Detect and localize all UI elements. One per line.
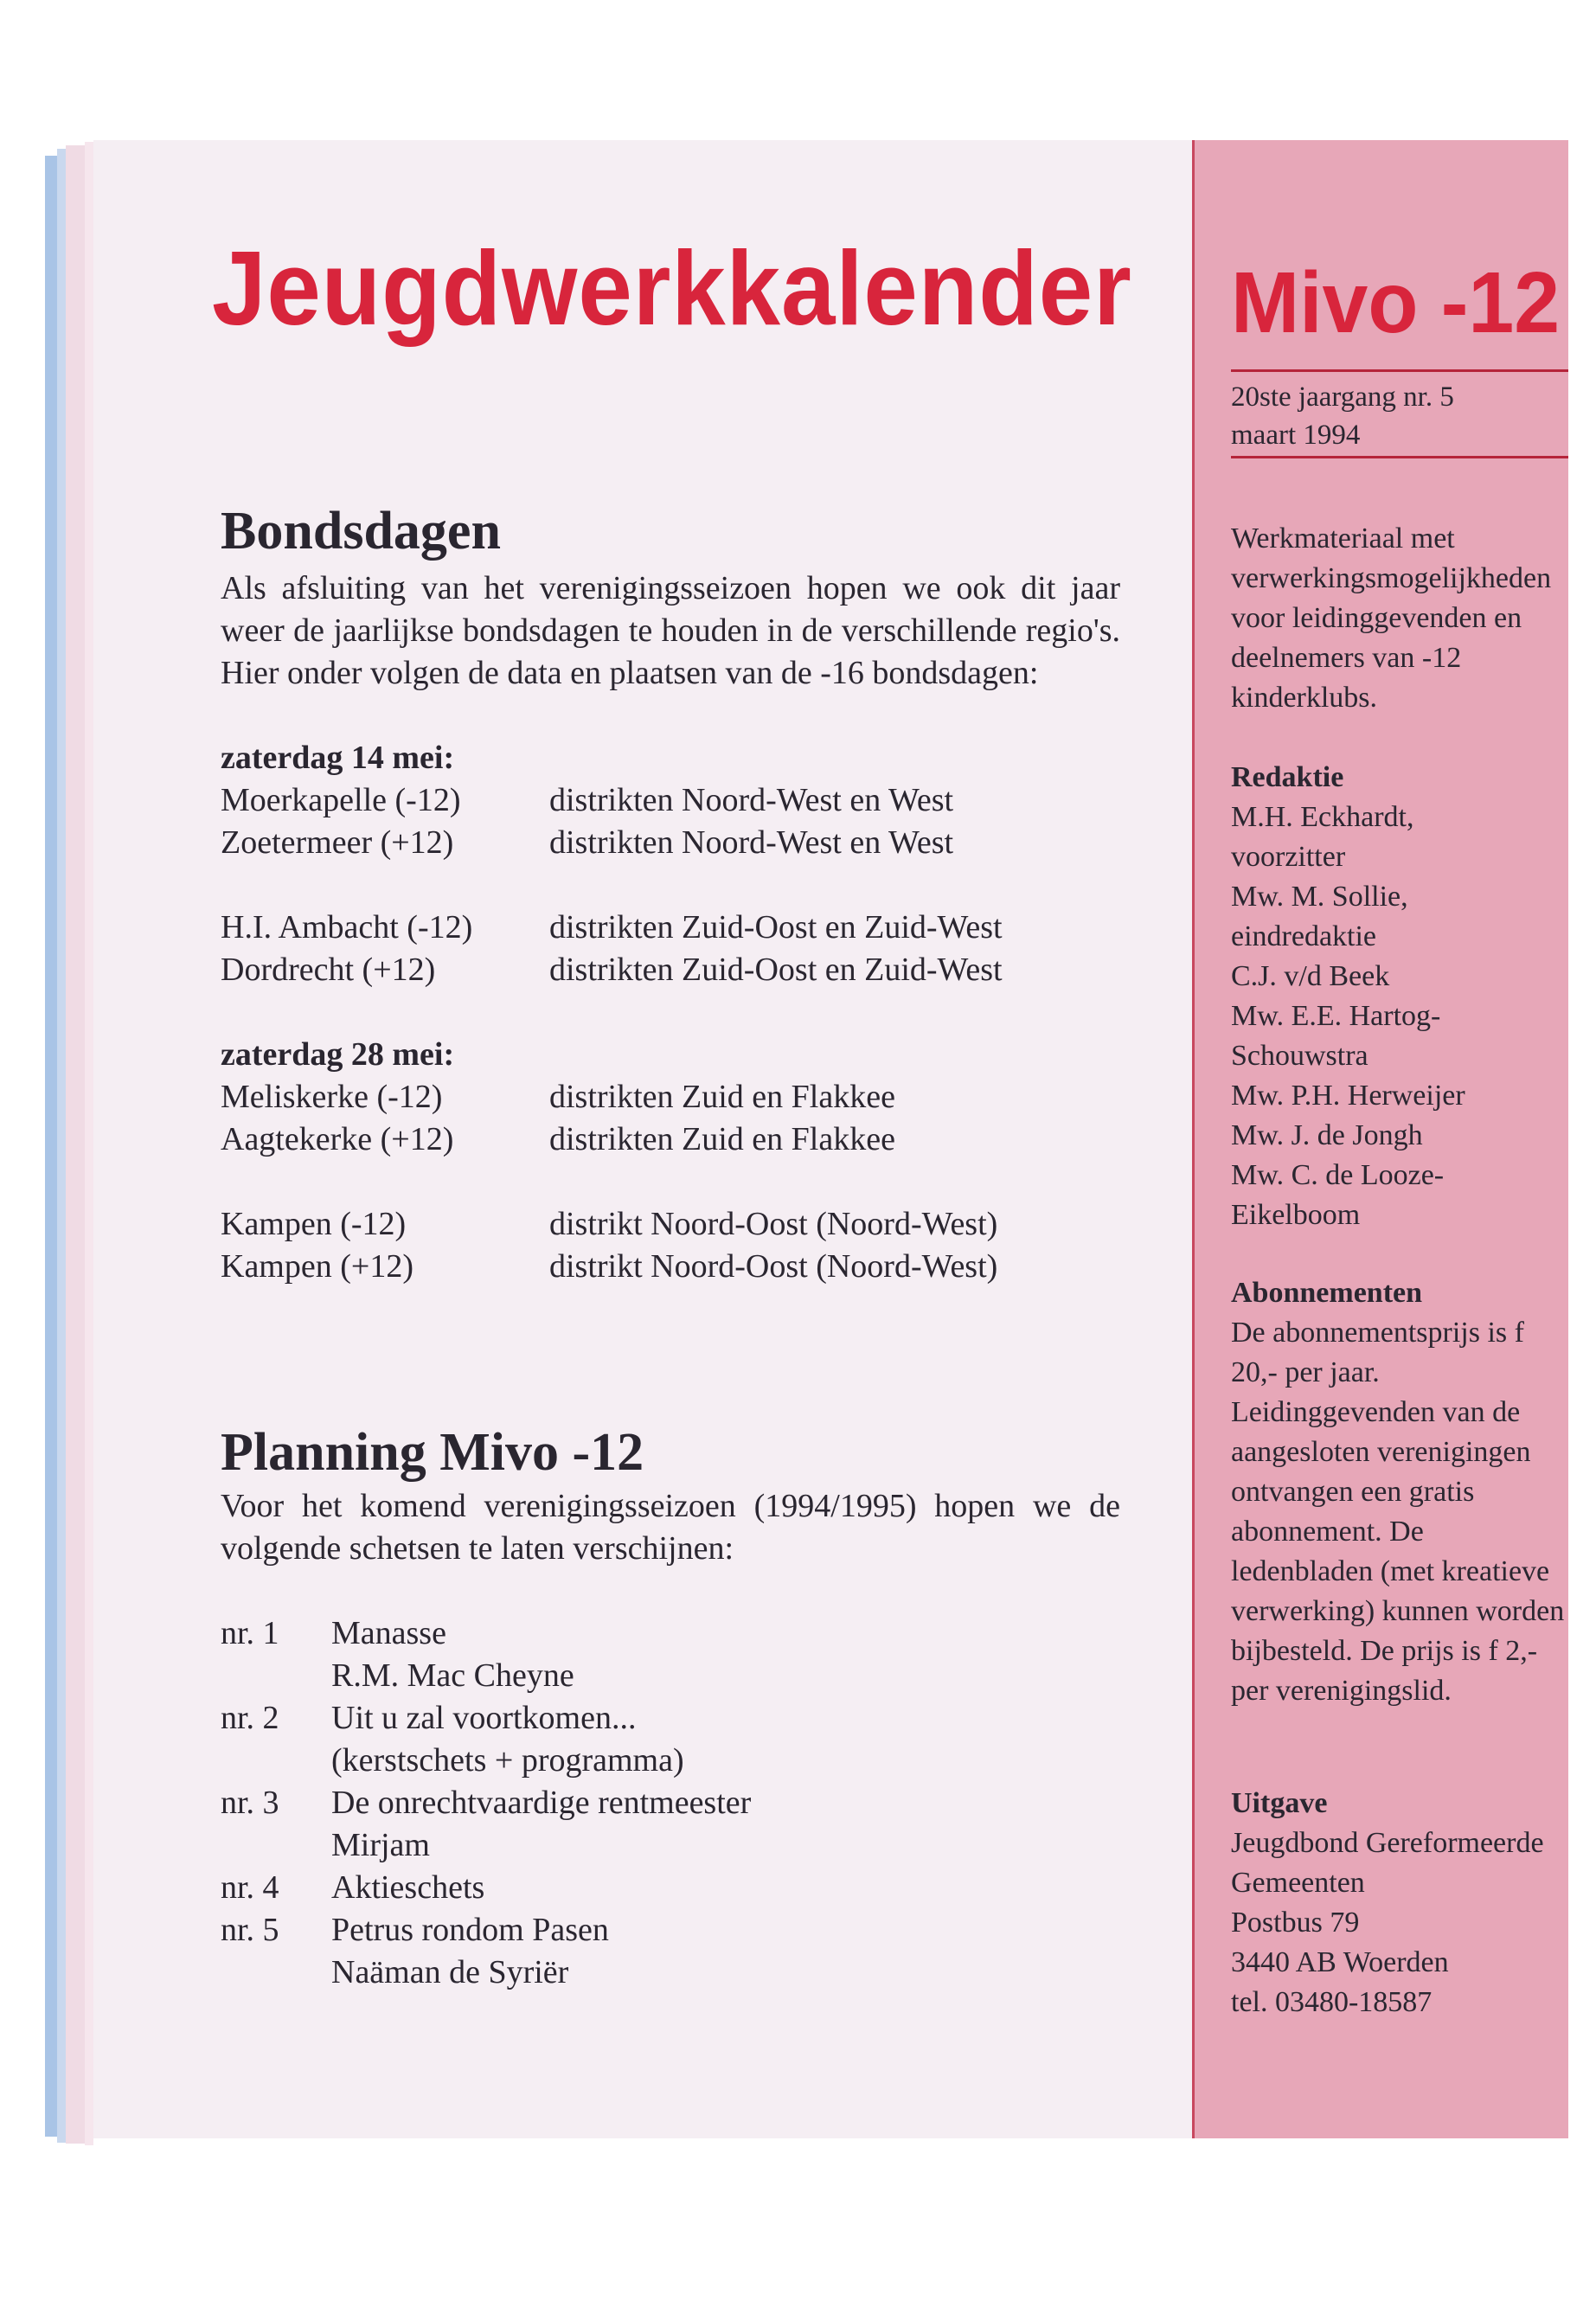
planning-item-title: De onrechtvaardige rentmeester: [331, 1785, 752, 1822]
schedule-row: [221, 949, 1120, 991]
planning-item-title: Aktieschets: [331, 1869, 485, 1907]
schedule-gap: [221, 991, 1120, 1034]
planning-list: [221, 1612, 1120, 1994]
uitgave-line: Gemeenten: [1231, 1867, 1365, 1899]
redaktie-line: Mw. M. Sollie,: [1231, 881, 1408, 913]
schedule-row: [221, 907, 1120, 949]
schedule-row: [221, 1118, 1120, 1161]
schedule-place: Aagtekerke (+12): [221, 1121, 454, 1158]
redaktie-line: eindredaktie: [1231, 920, 1377, 952]
schedule-row: [221, 779, 1120, 822]
schedule-district: distrikten Noord-West en West: [549, 782, 954, 819]
uitgave-heading: Uitgave: [1231, 1787, 1328, 1819]
page-edge-pink-light: [85, 142, 93, 2145]
redaktie-heading: Redaktie: [1231, 761, 1344, 793]
sidebar-rule-bottom: [1231, 456, 1568, 458]
sidebar-jaargang: 20ste jaargang nr. 5: [1231, 381, 1454, 413]
planning-item-nr: nr. 3: [221, 1785, 279, 1822]
uitgave-line: tel. 03480-18587: [1231, 1986, 1433, 2018]
sidebar-rule-top: [1231, 369, 1568, 372]
redaktie-line: M.H. Eckhardt,: [1231, 801, 1414, 833]
sidebar-intro: Werkmateriaal met verwerkingsmogelijkheden voor leidinggevenden en deelnemers van -12 kinderklubs.: [1231, 522, 1552, 714]
planning-item-nr: nr. 1: [221, 1615, 279, 1652]
redaktie-line: C.J. v/d Beek: [1231, 960, 1390, 992]
planning-item-nr: nr. 2: [221, 1700, 279, 1737]
planning-item-titles: [331, 1867, 484, 1909]
schedule-district: distrikt Noord-Oost (Noord-West): [549, 1206, 998, 1243]
schedule-row: [221, 1076, 1120, 1118]
sidebar-redaktie: [1231, 758, 1568, 1235]
sidebar-abonnementen: [1231, 1273, 1568, 1711]
page-edge-blue-light: [57, 149, 66, 2143]
bondsdagen-heading: Bondsdagen: [221, 502, 501, 561]
schedule-gap: [221, 864, 1120, 907]
redaktie-line: voorzitter: [1231, 841, 1346, 873]
bondsdagen-schedule: [221, 737, 1120, 1288]
schedule-place: Kampen (+12): [221, 1248, 413, 1285]
planning-heading: Planning Mivo -12: [221, 1423, 644, 1482]
sidebar-title: Mivo -12: [1231, 254, 1561, 351]
planning-section: [221, 1423, 1120, 1994]
planning-item-nr: nr. 5: [221, 1912, 279, 1949]
bondsdagen-section: [221, 502, 1120, 1288]
sidebar-datum: maart 1994: [1231, 420, 1361, 451]
schedule-place: Meliskerke (-12): [221, 1079, 443, 1116]
redaktie-line: Mw. C. de Looze-: [1231, 1159, 1445, 1191]
planning-item-titles: [331, 1612, 574, 1697]
schedule-date: zaterdag 14 mei:: [221, 740, 455, 777]
page-edge-pink: [66, 145, 85, 2144]
planning-item-title: Petrus rondom Pasen: [331, 1912, 609, 1949]
planning-item-titles: [331, 1909, 609, 1994]
planning-item: [221, 1782, 1120, 1867]
planning-item-title: (kerstschets + programma): [331, 1742, 684, 1779]
schedule-district: distrikten Noord-West en West: [549, 824, 954, 862]
uitgave-line: Jeugdbond Gereformeerde: [1231, 1827, 1544, 1859]
planning-item: [221, 1697, 1120, 1782]
sidebar-panel: [1192, 140, 1568, 2138]
schedule-place: H.I. Ambacht (-12): [221, 909, 473, 946]
schedule-row: [221, 1203, 1120, 1246]
planning-item-title: Mirjam: [331, 1827, 430, 1864]
planning-item: [221, 1909, 1120, 1994]
schedule-place: Dordrecht (+12): [221, 952, 436, 989]
page-edge-blue: [45, 156, 57, 2137]
bondsdagen-intro: Als afsluiting van het verenigingsseizoen hopen we ook dit jaar weer de jaarlijkse bondsdagen te houden in de verschillende regio's. Hier onder volgen de data en plaatsen van de -16 bondsdagen:: [221, 570, 1120, 692]
schedule-district: distrikten Zuid-Oost en Zuid-West: [549, 952, 1003, 989]
uitgave-line: Postbus 79: [1231, 1907, 1360, 1939]
planning-item: [221, 1612, 1120, 1697]
schedule-place: Kampen (-12): [221, 1206, 407, 1243]
schedule-district: distrikten Zuid en Flakkee: [549, 1079, 895, 1116]
planning-item-title: Naäman de Syriër: [331, 1954, 569, 1991]
uitgave-list: [1231, 1823, 1568, 2022]
page-title: Jeugdwerkkalender: [212, 229, 1132, 347]
planning-item-nr: nr. 4: [221, 1869, 279, 1907]
sidebar-uitgave: [1231, 1784, 1568, 2022]
schedule-date: zaterdag 28 mei:: [221, 1036, 455, 1074]
planning-intro: Voor het komend verenigingsseizoen (1994/1995) hopen we de volgende schetsen te laten verschijnen:: [221, 1488, 1120, 1567]
planning-item: [221, 1867, 1120, 1909]
schedule-row: [221, 1246, 1120, 1288]
planning-item-title: Manasse: [331, 1615, 446, 1652]
redaktie-line: Mw. E.E. Hartog-: [1231, 1000, 1441, 1032]
schedule-gap: [221, 1161, 1120, 1203]
redaktie-line: Schouwstra: [1231, 1040, 1368, 1072]
schedule-district: distrikten Zuid-Oost en Zuid-West: [549, 909, 1003, 946]
abonnementen-heading: Abonnementen: [1231, 1277, 1423, 1309]
redaktie-list: [1231, 798, 1568, 1235]
schedule-row: [221, 822, 1120, 864]
schedule-district: distrikten Zuid en Flakkee: [549, 1121, 895, 1158]
schedule-place: Moerkapelle (-12): [221, 782, 461, 819]
abonnementen-text: De abonnementsprijs is f 20,- per jaar. Leidinggevenden van de aangesloten verenigingen ontvangen een gratis abonnement. De ledenbladen (met kreatieve verwerking) kunnen worden bijbesteld. De prijs is f 2,- per verenigingslid.: [1231, 1317, 1565, 1707]
redaktie-line: Eikelboom: [1231, 1199, 1361, 1231]
schedule-place: Zoetermeer (+12): [221, 824, 454, 862]
planning-item-title: R.M. Mac Cheyne: [331, 1657, 574, 1695]
schedule-district: distrikt Noord-Oost (Noord-West): [549, 1248, 998, 1285]
redaktie-line: Mw. P.H. Herweijer: [1231, 1080, 1465, 1112]
planning-item-title: Uit u zal voortkomen...: [331, 1700, 637, 1737]
redaktie-line: Mw. J. de Jongh: [1231, 1119, 1423, 1151]
planning-item-titles: [331, 1782, 751, 1867]
planning-item-titles: [331, 1697, 684, 1782]
uitgave-line: 3440 AB Woerden: [1231, 1946, 1449, 1978]
